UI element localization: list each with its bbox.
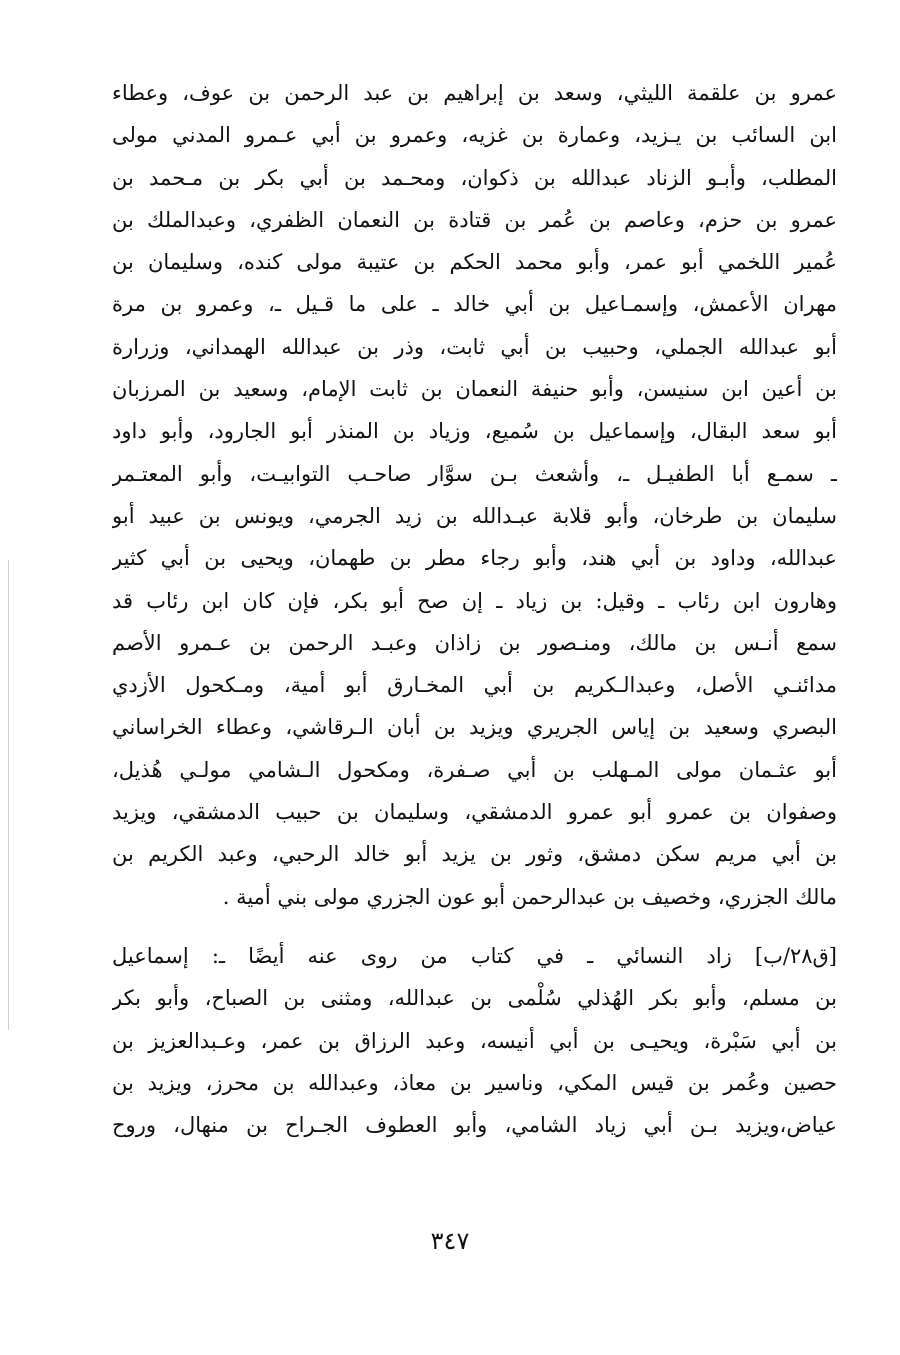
text-line: مالك الجزري، وخصيف بن عبدالرحمن أبو عون الجزري مولى بني أمية .	[222, 884, 837, 909]
scan-margin-line	[8, 560, 9, 1030]
text-line: وصفوان بن عمرو أبو عمرو الدمشقي، وسليمان بن حبيب الدمشقي، ويزيد	[112, 800, 837, 825]
text-line: عُمير اللخمي أبو عمر، وأبو محمد الحكم بن عتيبة مولى كنده، وسليمان بن	[112, 250, 837, 275]
text-line: أبو سعد البقال، وإسماعيل بن سُميع، وزياد بن المنذر أبو الجارود، وأبو داود	[112, 419, 837, 444]
text-line: سمع أنـس بن مالك، ومنـصور بن زاذان وعبـد الرحمن بن عـمرو الأصم	[112, 630, 837, 655]
text-line: أبو عبدالله الجملي، وحبيب بن أبي ثابت، وذر بن عبدالله الهمداني، وزرارة	[112, 334, 837, 359]
text-line: مدائنـي الأصل، وعبدالـكريم بن أبي المخـارق أبو أمية، ومـكحول الأزدي	[112, 673, 837, 698]
text-line: البصري وسعيد بن إياس الجريري ويزيد بن أبان الـرقاشي، وعطاء الخراساني	[112, 715, 837, 740]
text-line: بن مسلم، وأبو بكر الهُذلي سُلْمى بن عبدالله، ومثنى بن الصباح، وأبو بكر	[112, 986, 837, 1011]
text-line: عمرو بن علقمة الليثي، وسعد بن إبراهيم بن عبد الرحمن بن عوف، وعطاء	[112, 81, 837, 105]
text-line: المطلب، وأبـو الزناد عبدالله بن ذكوان، ومحـمد بن أبي بكر بن مـحمد بن	[112, 165, 837, 190]
text-line: [ق٢٨/ب] زاد النسائي ـ في كتاب من روى عنه أيضًا ـ: إسماعيل	[112, 944, 837, 968]
text-line: سليمان بن طرخان، وأبو قلابة عبـدالله بن زيد الجرمي، ويونس بن عبيد أبو	[112, 503, 837, 528]
text-line: وهارون ابن رئاب ـ وقيل: بن زياد ـ إن صح أبو بكر، فإن كان ابن رئاب قد	[112, 588, 837, 613]
text-line: بن أبي سَبْرة، ويحيـى بن أبي أنيسه، وعبد الرزاق بن عمر، وعـبدالعزيز بن	[112, 1028, 837, 1053]
text-line: حصين وعُمر بن قيس المكي، وناسير بن معاذ، وعبدالله بن محرز، ويزيد بن	[112, 1070, 837, 1095]
text-line: أبو عثـمان مولى المـهلب بن أبي صـفرة، ومكحول الـشامي مولـي هُذيل،	[112, 757, 837, 782]
text-line: عياض،ويزيد بـن أبي زياد الشامي، وأبو العطوف الجـراح بن منهال، وروح	[112, 1113, 837, 1138]
paragraph-1	[112, 72, 837, 918]
text-line: عبدالله، وداود بن أبي هند، وأبو رجاء مطر بن طهمان، ويحيى بن أبي كثير	[112, 546, 837, 571]
text-line: مهران الأعمش، وإسمـاعيل بن أبي خالد ـ على ما قـيل ـ، وعمرو بن مرة	[112, 292, 837, 317]
text-line: بن أبي مريم سكن دمشق، وثور بن يزيد أبو خالد الرحبي، وعبد الكريم بن	[112, 842, 837, 867]
page-number: ٣٤٧	[430, 1227, 470, 1255]
text-line: ـ سمـع أبا الطفيـل ـ، وأشعث بـن سوَّار صاحـب التوابيـت، وأبو المعتـمر	[112, 461, 837, 486]
text-line: بن أعين ابن سنيسن، وأبو حنيفة النعمان بن ثابت الإمام، وسعيد بن المرزبان	[112, 377, 837, 402]
text-line: ابن السائب بن يـزيد، وعمارة بن غزيه، وعمرو بن أبي عـمرو المدني مولى	[112, 123, 837, 148]
paragraph-2	[112, 935, 837, 1146]
text-line: عمرو بن حزم، وعاصم بن عُمر بن قتادة بن النعمان الظفري، وعبدالملك بن	[112, 207, 837, 232]
